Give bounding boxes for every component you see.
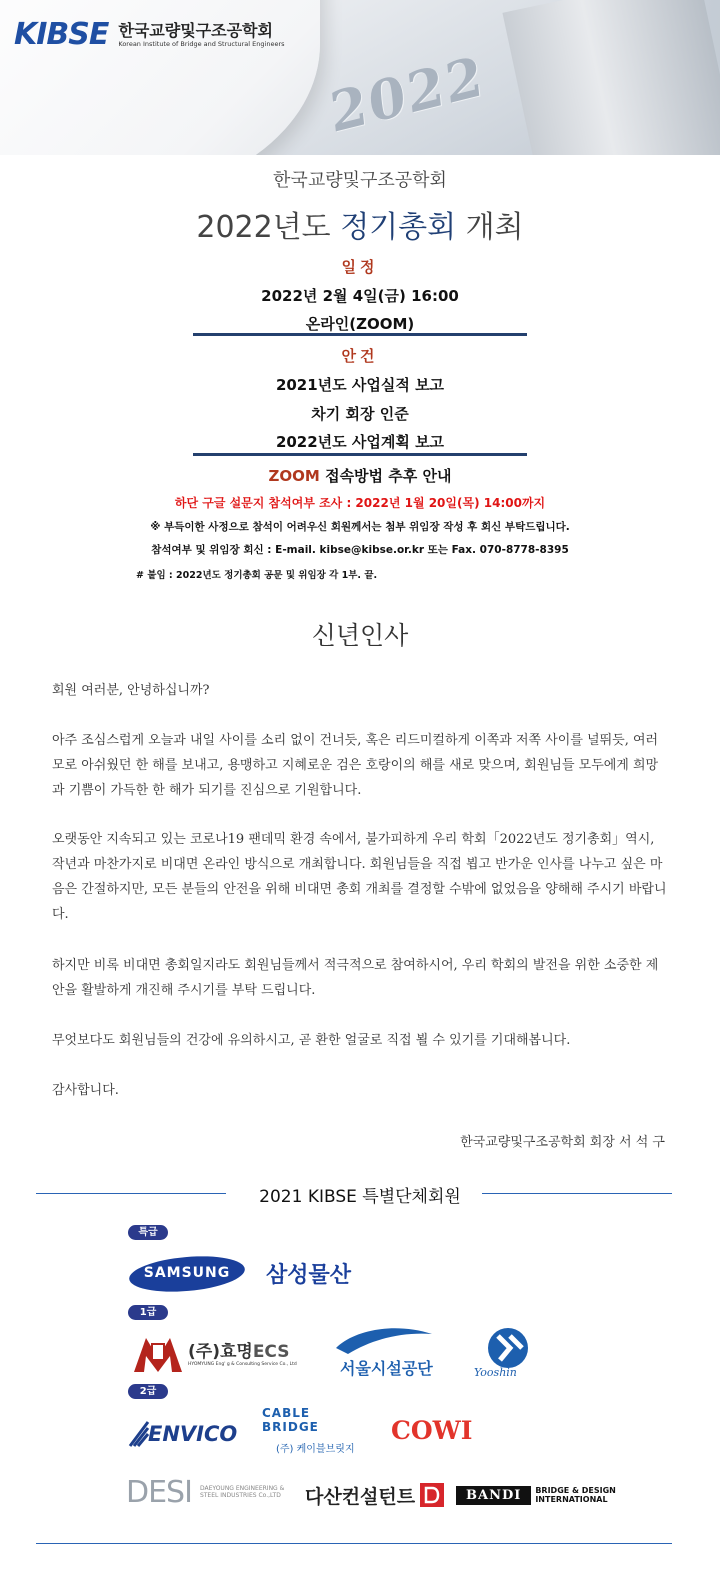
samsung-wordmark: SAMSUNG xyxy=(143,1265,231,1281)
zoom-rest: 접속방법 추후 안내 xyxy=(319,467,452,485)
hyomyung-ecs: ECS xyxy=(252,1341,290,1362)
cablebridge-logo[interactable] xyxy=(262,1406,372,1456)
title-pre: 2022년도 xyxy=(196,210,341,245)
envico-wordmark: ENVICO xyxy=(148,1422,238,1446)
schedule-date: 2022년 2월 4일(금) 16:00 xyxy=(261,287,459,305)
samsung-logo[interactable] xyxy=(128,1254,246,1294)
hyomyung-subtitle: HYOMYUNG Eng' g & Consulting Service Co., Ltd xyxy=(188,1361,297,1367)
bandi-subtitle-2: INTERNATIONAL xyxy=(535,1495,608,1504)
survey-deadline: 하단 구글 설문지 참석여부 조사 : 2022년 1월 20일(목) 14:00까지 xyxy=(174,496,546,510)
letter-paragraph: 감사합니다. xyxy=(52,1083,119,1098)
dasan-logo[interactable] xyxy=(305,1480,445,1510)
title-post: 개최 xyxy=(456,210,524,245)
cablebridge-kr: (주) 케이블브릿지 xyxy=(276,1444,355,1455)
tier-badge-1: 1급 xyxy=(128,1305,168,1320)
bandi-logo[interactable] xyxy=(456,1484,616,1506)
proxy-note: ※ 부득이한 사정으로 참석이 어려우신 회원께서는 첨부 위임장 작성 후 회신 부탁드립니다. xyxy=(150,521,570,533)
letter-paragraph: 오랫동안 지속되고 있는 코로나19 팬데믹 환경 속에서, 불가피하게 우리 학회「2022년도 정기총회」역시, 작년과 마찬가지로 비대면 온라인 방식으로 개최합니다. 회원님들을 직접 뵙고 반가운 인사를 나누고 싶은 마음은 간절하지만, 모든 분들의 안전을 위해 비대면 총회 개최를 결정할 수밖에 없었음을 양해해 주시기 바랍니다. xyxy=(52,832,667,922)
letter-paragraph: 하지만 비록 비대면 총회일지라도 회원님들께서 적극적으로 참여하시어, 우리 학회의 발전을 위한 소중한 제안을 활발하게 개진해 주시기를 부탁 드립니다. xyxy=(52,958,659,998)
title-highlight: 정기총회 xyxy=(340,210,457,245)
banner-calendar-spine xyxy=(502,0,720,155)
dasan-emblem-icon xyxy=(419,1482,445,1508)
logo-name-en: Korean Institute of Bridge and Structural Engineers xyxy=(118,39,285,48)
seoul-name: 서울시설공단 xyxy=(340,1359,433,1378)
letter-paragraph: 아주 조심스럽게 오늘과 내일 사이를 소리 없이 건너듯, 혹은 리드미컬하게 이쪽과 저쪽 사이를 널뛰듯, 여러모로 아쉬웠던 한 해를 보내고, 용맹하고 지혜로운 검은 호랑이의 해를 새로 맞으며, 회원님들 모두에게 희망과 기쁨이 가득한 한 해가 되기를 진심으로 기원합니다. xyxy=(52,733,659,798)
tier-badge-special: 특급 xyxy=(128,1225,168,1240)
desi-logo[interactable] xyxy=(126,1472,286,1512)
schedule-place: 온라인(ZOOM) xyxy=(305,315,415,333)
agenda-item: 차기 회장 인준 xyxy=(311,405,409,423)
letter-paragraph: 회원 여러분, 안녕하십니까? xyxy=(52,683,210,698)
divider xyxy=(193,333,527,336)
yooshin-logo[interactable] xyxy=(470,1326,546,1382)
letter-signature: 한국교량및구조공학회 회장 서 석 구 xyxy=(460,1135,665,1150)
members-heading: 2021 KIBSE 특별단체회원 xyxy=(259,1187,461,1207)
desi-subtitle-1: DAEYOUNG ENGINEERING & xyxy=(199,1485,285,1492)
attachment-note: # 붙임 : 2022년도 정기총회 공문 및 위임장 각 1부. 끝. xyxy=(136,570,378,581)
seoul-facilities-logo[interactable] xyxy=(334,1326,434,1382)
logo-abbr: KIBSE xyxy=(14,17,109,52)
samsung-kr-logo[interactable]: 삼성물산 xyxy=(266,1263,352,1288)
desi-wordmark: DESI xyxy=(126,1474,192,1510)
hyomyung-emblem-icon xyxy=(132,1334,184,1374)
bottom-divider xyxy=(36,1543,672,1544)
zoom-notice xyxy=(0,465,720,486)
hyomyung-name: (주)효명 xyxy=(188,1341,253,1362)
notice-title xyxy=(0,202,720,246)
banner-year: 2022 xyxy=(326,42,488,146)
envico-logo[interactable] xyxy=(126,1418,246,1450)
header-banner xyxy=(0,0,720,155)
zoom-word: ZOOM xyxy=(268,467,320,485)
agenda-item: 2021년도 사업실적 보고 xyxy=(275,376,445,394)
notice-org: 한국교량및구조공학회 xyxy=(273,170,447,191)
cablebridge-wordmark: CABLE BRIDGE xyxy=(262,1406,319,1434)
schedule-label: 일정 xyxy=(341,258,379,276)
hyomyung-logo[interactable] xyxy=(132,1332,312,1376)
bandi-wordmark: BANDI xyxy=(456,1486,531,1505)
agenda-label: 안건 xyxy=(341,347,379,365)
tier-badge-2: 2급 xyxy=(128,1384,168,1399)
divider xyxy=(193,453,527,456)
bandi-subtitle-1: BRIDGE & DESIGN xyxy=(535,1486,616,1495)
kibse-logo[interactable] xyxy=(14,17,285,52)
reply-contact[interactable]: 참석여부 및 위임장 회신 : E-mail. kibse@kibse.or.kr 또는 Fax. 070-8778-8395 xyxy=(151,544,569,556)
desi-subtitle-2: STEEL INDUSTRIES Co.,LTD xyxy=(199,1492,281,1499)
greeting-heading: 신년인사 xyxy=(311,621,409,650)
logo-name-kr: 한국교량및구조공학회 xyxy=(118,20,273,40)
seoul-wave-icon xyxy=(334,1326,434,1356)
agenda-item: 2022년도 사업계획 보고 xyxy=(275,433,445,451)
dasan-wordmark: 다산컨설턴트 xyxy=(305,1485,416,1508)
cowi-logo[interactable]: COWI xyxy=(391,1416,473,1445)
yooshin-wordmark: Yooshin xyxy=(474,1366,517,1379)
letter-paragraph: 무엇보다도 회원님들의 건강에 유의하시고, 곧 환한 얼굴로 직접 뵐 수 있기를 기대해봅니다. xyxy=(52,1033,571,1048)
